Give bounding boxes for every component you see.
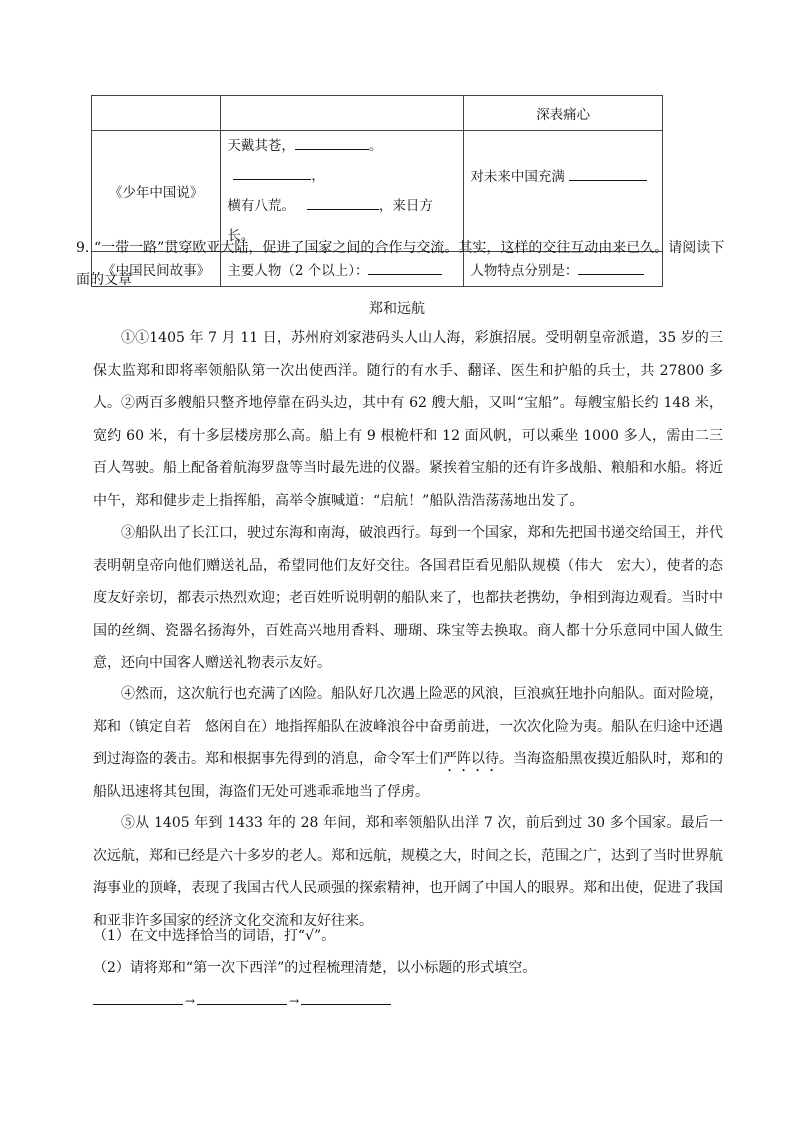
traits-prompt: 人物特点分别是： (470, 263, 579, 279)
fill-blank[interactable] (295, 137, 369, 150)
article-paragraph-3: ③船队出了长江口，驶过东海和南海，破浪西行。每到一个国家，郑和先把国书递交给国王，并代表明朝皇帝向他们赠送礼品，希望同他们友好交往。各国君臣看见船队规模（伟大 宏大），使者的态度友好亲切，都表示热烈欢迎；老百姓听说明朝的船队来了，也都扶老携幼，争相到海边观看。当时中国的丝绸、瓷器名扬海外，百姓高兴地用香料、珊瑚、珠宝等去换取。商人都十分乐意同中国人做生意，还向中国客人赠送礼物表示友好。 (93, 525, 723, 671)
poem-text: 天戴其苍， (227, 138, 295, 154)
fill-blank[interactable] (569, 168, 647, 181)
answer-blank[interactable] (301, 992, 391, 1005)
poem-text: 。 (368, 138, 383, 154)
article-paragraph-5: ⑤从 1405 年到 1433 年的 28 年间，郑和率领船队出洋 7 次，前后到过 30 多个国家。最后一次远航，郑和已经是六十多岁的老人。郑和远航，规模之大，时间之长，范围之广，达到了当时世界航海事业的顶峰，表现了我国古代人民顽强的探索精神，也开阔了中国人的眼界。郑和出使，促进了我国和亚非许多国家的经济文化交流和友好往来。 (93, 815, 723, 929)
fill-blank[interactable] (233, 167, 311, 180)
sub-question-1: （1）在文中选择恰当的词语，打“√”。 (93, 928, 336, 944)
poem-text: ，来日方长。 (227, 198, 433, 244)
emphasized-word: 严阵以待 (443, 751, 499, 767)
article-paragraph-2: ②两百多艘船只整齐地停靠在码头边，其中有 62 艘大船，又叫“宝船”。每艘宝船长约 148 米，宽约 60 米，有十多层楼房那么高。船上有 9 根桅杆和 12 面风帆，可以乘坐 1000 多人，需由二三百人驾驶。船上配备着航海罗盘等当时最先进的仪器。紧挨着宝船的还有许多战船、粮船和水船。将近中午，郑和健步走上指挥船，高举令旗喊道：“启航！”船队浩浩荡荡地出发了。 (93, 395, 723, 509)
table-cell (221, 96, 464, 131)
book-title: 《少年中国说》 (108, 185, 204, 201)
book-title: 《中国民间故事》 (102, 263, 211, 279)
arrow-icon: → (185, 994, 196, 1008)
article-paragraph-4 (93, 678, 723, 808)
fill-blank[interactable] (307, 197, 379, 210)
table-row (92, 96, 663, 131)
article-paragraph-1: ①①1405 年 7 月 11 日，苏州府刘家港码头人山人海，彩旗招展。受明朝皇帝派遣，35 岁的三保太监郑和即将率领船队第一次出使西洋。随行的有水手、翻译、医生和护船的兵士，共 27800 多人。 (93, 330, 723, 411)
table-cell (92, 96, 221, 131)
article-title: 郑和远航 (369, 301, 425, 317)
question-9 (76, 232, 726, 296)
sub-question-2: （2）请将郑和“第一次下西洋”的过程梳理清楚，以小标题的形式填空。 (93, 960, 537, 976)
people-prompt: 主要人物（2 个以上）： (227, 263, 369, 279)
poem-line-1 (227, 131, 457, 191)
arrow-icon: → (289, 994, 300, 1008)
paragraph-text: ④然而，这次航行也充满了凶险。船队好几次遇上险恶的风浪，巨浪疯狂地扑向船队。面对险境，郑和（镇定自若 悠闲自在）地指挥船队在波峰浪谷中奋勇前进，一次次化险为夷。船队在归途中还遇到过海盗的袭击。郑和根据事先得到的消息，命令军士们 (93, 686, 723, 767)
poem-text: ， (311, 168, 325, 184)
answer-blank[interactable] (93, 992, 183, 1005)
table-cell (464, 96, 663, 131)
feeling-text: 深表痛心 (536, 107, 591, 123)
question-number: 9. (76, 240, 90, 256)
answer-chain (93, 985, 723, 1018)
paragraph-text: 。当海盗船黑夜摸近船队时，郑和的船队迅速将其包围，海盗们无处可逃乖乖地当了俘虏。 (93, 751, 723, 800)
feeling-prompt: 对未来中国充满 (470, 169, 565, 185)
question-text: “一带一路”贯穿欧亚大陆，促进了国家之间的合作与交流。其实，这样的交往互动由来已久。请阅读下面的文章 (76, 240, 725, 288)
poem-text: 横有八荒。 (227, 198, 295, 214)
answer-blank[interactable] (197, 992, 287, 1005)
